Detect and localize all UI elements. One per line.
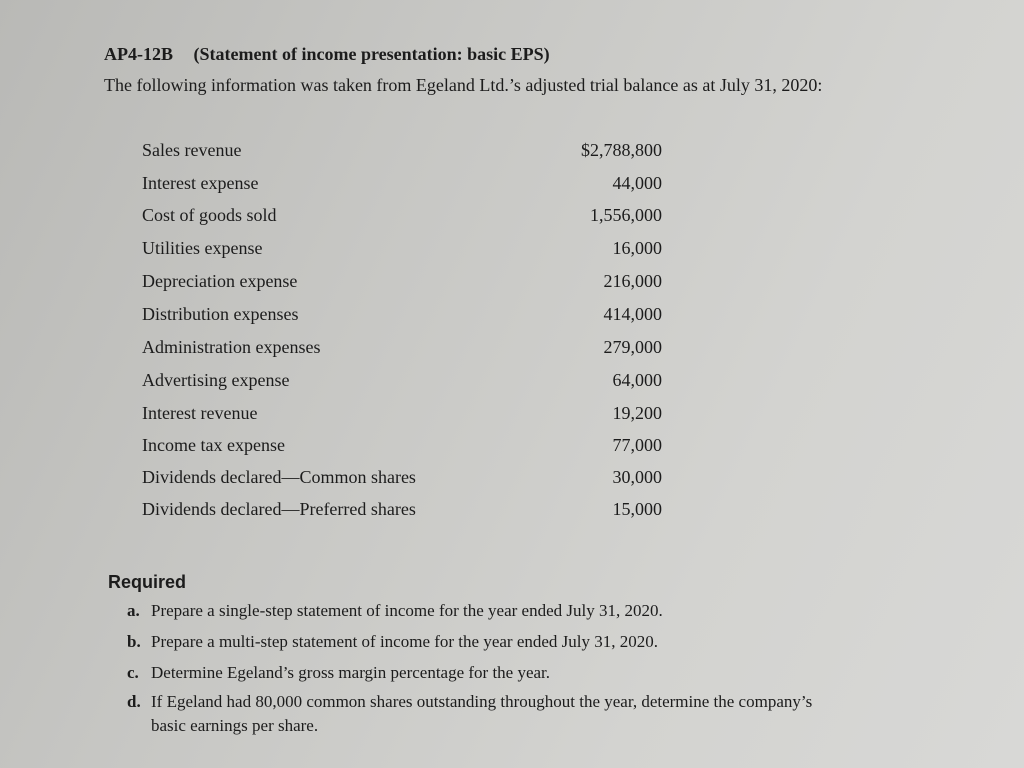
table-row (142, 238, 662, 262)
item-text: Prepare a multi-step statement of income for the year ended July 31, 2020. (151, 632, 659, 651)
table-row (142, 370, 662, 394)
account-name: Income tax expense (142, 435, 285, 455)
list-item (127, 661, 947, 685)
account-amount: 16,000 (612, 238, 662, 258)
item-letter: b. (127, 632, 141, 651)
list-item (127, 630, 947, 654)
account-amount: 15,000 (612, 499, 662, 519)
account-name: Cost of goods sold (142, 205, 277, 225)
account-amount: 216,000 (603, 271, 662, 291)
item-text: Determine Egeland’s gross margin percentage for the year. (151, 663, 551, 682)
table-row (142, 271, 662, 295)
account-name: Dividends declared—Preferred shares (142, 499, 416, 519)
account-amount: 279,000 (603, 337, 662, 357)
account-amount: 77,000 (612, 435, 662, 455)
account-amount: $2,788,800 (581, 140, 662, 160)
item-text: If Egeland had 80,000 common shares outstanding throughout the year, determine the company’s (151, 692, 813, 711)
list-item (127, 599, 947, 623)
account-name: Interest revenue (142, 403, 258, 423)
item-text-continued: basic earnings per share. (151, 716, 319, 735)
problem-heading: (Statement of income presentation: basic EPS) (193, 44, 550, 64)
account-name: Utilities expense (142, 238, 263, 258)
account-amount: 1,556,000 (590, 205, 662, 225)
table-row (142, 435, 662, 459)
item-letter: c. (127, 663, 139, 682)
account-name: Administration expenses (142, 337, 321, 357)
account-amount: 19,200 (612, 403, 662, 423)
account-name: Dividends declared—Common shares (142, 467, 416, 487)
account-name: Depreciation expense (142, 271, 298, 291)
problem-code: AP4-12B (104, 44, 173, 64)
table-row (142, 173, 662, 197)
account-amount: 64,000 (612, 370, 662, 390)
table-row (142, 403, 662, 427)
account-name: Distribution expenses (142, 304, 299, 324)
table-row (142, 304, 662, 328)
account-amount: 414,000 (603, 304, 662, 324)
problem-title (104, 44, 550, 65)
required-heading: Required (108, 572, 187, 592)
account-name: Sales revenue (142, 140, 242, 160)
table-row (142, 140, 662, 164)
account-name: Advertising expense (142, 370, 290, 390)
problem-intro: The following information was taken from Egeland Ltd.’s adjusted trial balance as at July 31, 2020: (104, 75, 823, 95)
table-row (142, 467, 662, 491)
list-item (127, 690, 947, 738)
table-row (142, 205, 662, 229)
account-name: Interest expense (142, 173, 259, 193)
item-letter: a. (127, 601, 140, 620)
table-row (142, 337, 662, 361)
account-amount: 30,000 (612, 467, 662, 487)
item-letter: d. (127, 692, 141, 711)
item-text: Prepare a single-step statement of income for the year ended July 31, 2020. (151, 601, 663, 620)
table-row (142, 499, 662, 523)
account-amount: 44,000 (612, 173, 662, 193)
